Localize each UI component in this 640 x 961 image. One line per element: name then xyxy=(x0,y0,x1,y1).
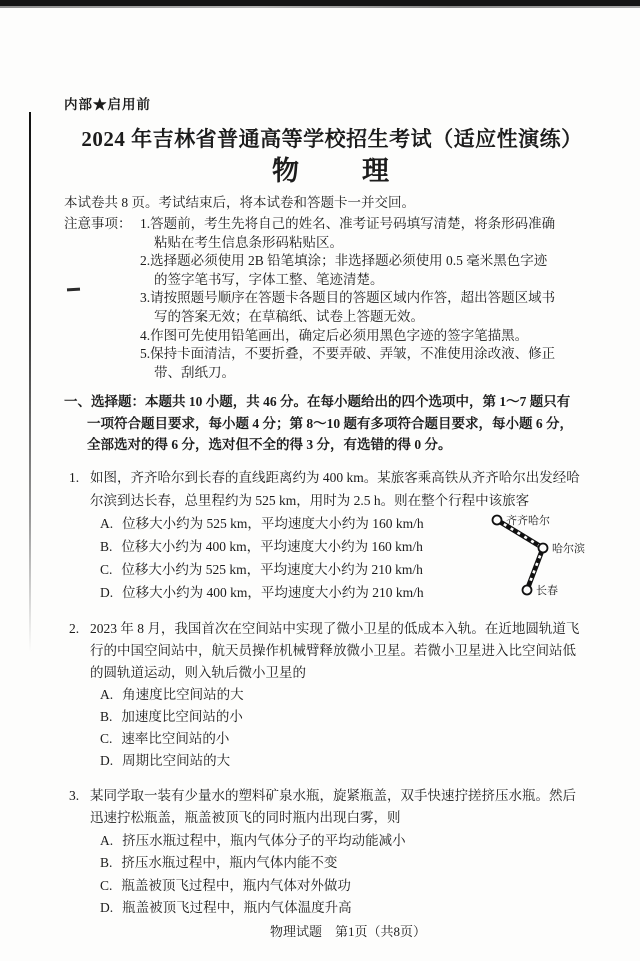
option-text: 瓶盖被顶飞过程中，瓶内气体对外做功 xyxy=(121,877,351,893)
notice-block xyxy=(64,215,600,382)
option-letter: D. xyxy=(100,584,114,600)
question-2-text: 2023 年 8 月，我国首次在空间站中实现了微小卫星的低成本入轨。在近地圆轨道飞 xyxy=(90,620,580,636)
question-1-text: 如图，齐齐哈尔到长春的直线距离约为 400 km。某旅客乘高铁从齐齐哈尔出发经哈 xyxy=(90,469,580,485)
option-text: 位移大小约为 400 km，平均速度大小约为 160 km/h xyxy=(121,538,423,554)
notice-item-3-line: 写的答案无效；在草稿纸、试卷上答题无效。 xyxy=(154,308,424,324)
city-dot-harbin xyxy=(539,544,548,553)
option-text: 速率比空间站的小 xyxy=(121,730,230,746)
notice-item-2-line: 的签字笔书写，字体工整、笔迹清楚。 xyxy=(154,271,384,287)
option-text: 挤压水瓶过程中，瓶内气体分子的平均动能减小 xyxy=(122,832,406,848)
question-3-option-a xyxy=(90,830,600,853)
option-letter: A. xyxy=(100,686,114,702)
option-letter: B. xyxy=(100,708,113,724)
question-2-text: 行的中国空间站中，航天员操作机械臂释放微小卫星。若微小卫星进入比空间站低 xyxy=(90,642,576,658)
notice-item-5-line: 带、刮纸刀。 xyxy=(154,364,235,380)
option-text: 周期比空间站的大 xyxy=(122,752,231,768)
question-1-number: 1. xyxy=(69,469,80,485)
option-letter: D. xyxy=(100,752,114,768)
notice-item-4-line: 4.作图可先使用铅笔画出，确定后必须用黑色字迹的签字笔描黑。 xyxy=(140,327,529,343)
question-3-text: 某同学取一装有少量水的塑料矿泉水瓶，旋紧瓶盖，双手快速拧搓挤压水瓶。然后 xyxy=(90,787,576,803)
question-2-option-c xyxy=(90,728,600,750)
intro-text: 本试卷共 8 页。考试结束后，将本试卷和答题卡一并交回。 xyxy=(64,195,415,210)
question-3-number: 3. xyxy=(69,787,80,803)
section-header-line: 全部选对的得 6 分，选对但不全的得 3 分，有选错的得 0 分。 xyxy=(87,437,452,453)
option-letter: D. xyxy=(100,900,114,916)
option-text: 位移大小约为 525 km，平均速度大小约为 210 km/h xyxy=(121,561,423,577)
option-letter: A. xyxy=(100,832,114,848)
rail-segment-harbin-changchun xyxy=(527,548,543,590)
notice-item-1-line: 粘贴在考生信息条形码粘贴区。 xyxy=(154,234,343,250)
option-letter: A. xyxy=(100,515,114,531)
city-label-qiqihar: 齐齐哈尔 xyxy=(506,515,550,527)
scan-fold-line xyxy=(29,112,31,652)
option-text: 瓶盖被顶飞过程中，瓶内气体温度升高 xyxy=(122,900,352,916)
question-2-number: 2. xyxy=(69,620,80,636)
security-label: 内部★启用前 xyxy=(64,97,151,112)
question-3-text: 迅速拧松瓶盖，瓶盖被顶飞的同时瓶内出现白雾，则 xyxy=(90,810,401,826)
option-letter: B. xyxy=(100,538,113,554)
option-text: 位移大小约为 400 km，平均速度大小约为 210 km/h xyxy=(122,584,424,600)
question-2-option-b xyxy=(90,706,600,728)
scan-edge-artifact-2 xyxy=(0,6,640,8)
notice-item-2-line: 2.选择题必须使用 2B 铅笔填涂；非选择题必须使用 0.5 毫米黑色字迹 xyxy=(140,253,548,269)
section-header xyxy=(64,391,600,456)
option-text: 加速度比空间站的小 xyxy=(121,708,243,724)
option-letter: C. xyxy=(100,730,113,746)
question-3-option-d xyxy=(90,897,600,920)
question-3 xyxy=(64,785,600,920)
option-text: 角速度比空间站的大 xyxy=(122,686,244,702)
question-2-option-a xyxy=(90,684,600,706)
question-2 xyxy=(64,618,600,772)
option-text: 位移大小约为 525 km，平均速度大小约为 160 km/h xyxy=(122,515,424,531)
notice-item-1-line: 1.答题前，考生先将自己的姓名、准考证号码填写清楚，将条形码准确 xyxy=(140,216,556,231)
notice-items xyxy=(140,215,600,382)
city-dot-qiqihar xyxy=(493,516,502,525)
question-3-option-b xyxy=(90,852,600,875)
question-2-option-d xyxy=(90,750,600,772)
city-label-harbin: 哈尔滨 xyxy=(552,543,585,555)
exam-title: 2024 年吉林省普通高等学校招生考试（适应性演练） xyxy=(81,127,583,151)
option-text: 挤压水瓶过程中，瓶内气体内能不变 xyxy=(121,855,338,871)
subject-title: 物 理 xyxy=(272,156,392,186)
notice-item-3-line: 3.请按照题号顺序在答题卡各题目的答题区域内作答，超出答题区域书 xyxy=(140,290,556,306)
option-letter: C. xyxy=(100,561,113,577)
option-letter: B. xyxy=(100,855,113,871)
city-label-changchun: 长春 xyxy=(536,585,558,597)
section-header-line: 一、选择题：本题共 10 小题，共 46 分。在每小题给出的四个选项中，第 1～7 题只有 xyxy=(64,394,571,410)
notice-label: 注意事项： xyxy=(64,216,132,231)
option-letter: C. xyxy=(100,877,113,893)
section-header-line: 一项符合题目要求，每小题 4 分；第 8～10 题有多项符合题目要求，每小题 6 分， xyxy=(87,415,573,431)
question-2-text: 的圆轨道运动，则入轨后微小卫星的 xyxy=(90,664,306,680)
route-map-diagram xyxy=(475,502,635,610)
question-1-text: 尔滨到达长春，总里程约为 525 km，用时为 2.5 h。则在整个行程中该旅客 xyxy=(90,492,530,508)
city-dot-changchun xyxy=(523,586,532,595)
question-3-option-c xyxy=(90,875,600,898)
page-footer: 物理试题 第1页（共8页） xyxy=(269,924,426,939)
notice-item-5-line: 5.保持卡面清洁，不要折叠，不要弄破、弄皱，不准使用涂改液、修正 xyxy=(140,346,556,362)
